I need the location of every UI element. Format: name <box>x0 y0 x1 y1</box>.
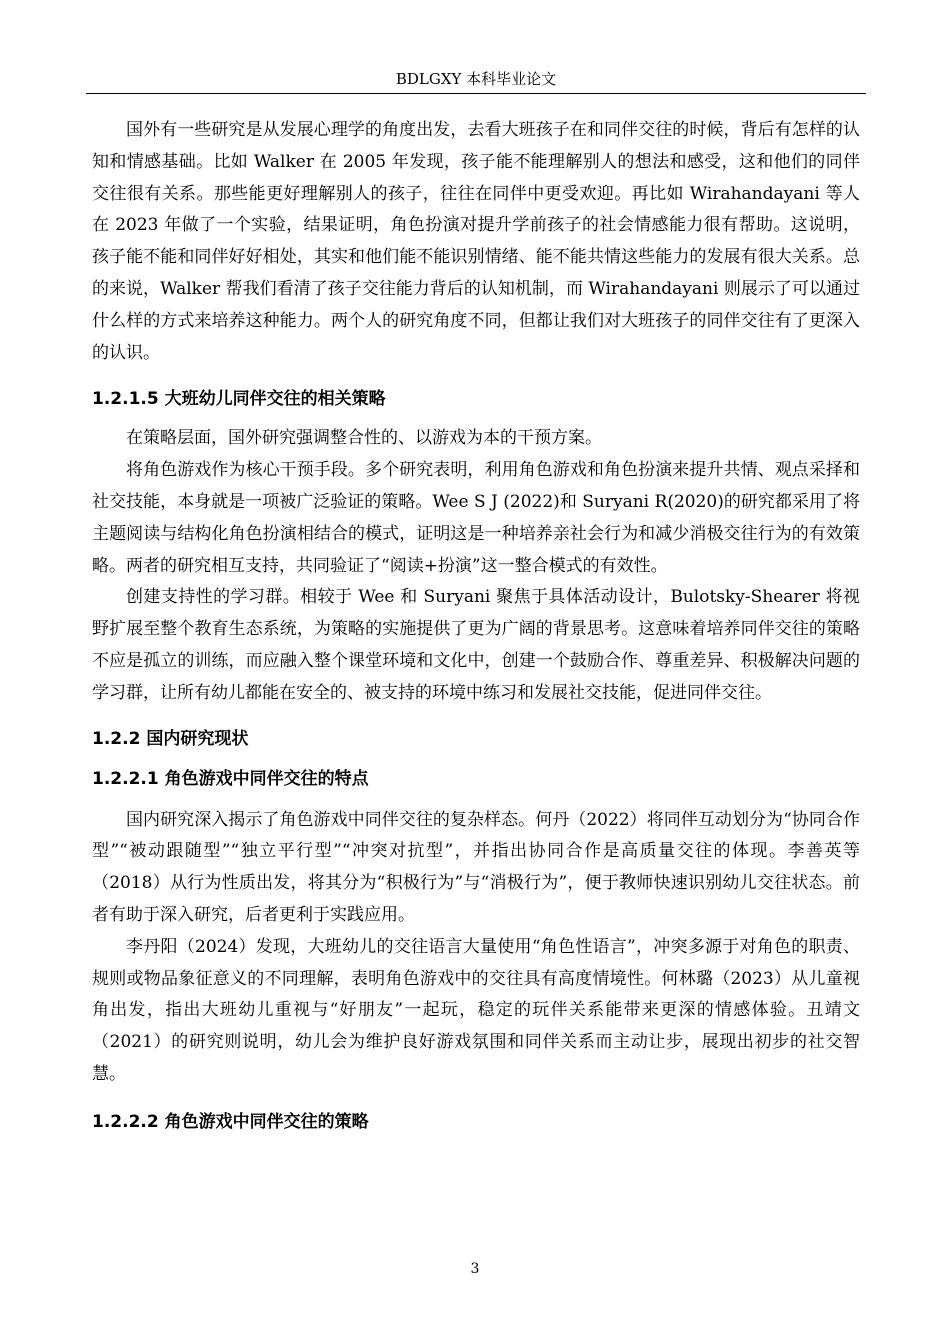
paragraph-foreign-cognitive-basis: 国外有一些研究是从发展心理学的角度出发，去看大班孩子在和同伴交往的时候，背后有怎样的认知和情感基础。比如 Walker 在 2005 年发现，孩子能不能理解别人的想法和感受，这和他们的同伴交往很有关系。那些能更好理解别人的孩子，往往在同伴中更受欢迎。再比如 Wirahandayani 等人在 2023 年做了一个实验，结果证明，角色扮演对提升学前孩子的社会情感能力很有帮助。这说明，孩子能不能和同伴好好相处，其实和他们能不能识别情绪、能不能共情这些能力的发展有很大关系。总的来说，Walker 帮我们看清了孩子交往能力背后的认知机制，而 Wirahandayani 则展示了可以通过什么样的方式来培养这种能力。两个人的研究角度不同，但都让我们对大班孩子的同伴交往有了更深入的认识。 <box>92 120 860 363</box>
paragraph-learning-community: 创建支持性的学习群。相较于 Wee 和 Suryani 聚焦于具体活动设计，Bulotsky-Shearer 将视野扩展至整个教育生态系统，为策略的实施提供了更为广阔的背景思考。这意味着培养同伴交往的策略不应是孤立的训练，而应融入整个课堂环境和文化中，创建一个鼓励合作、尊重差异、积极解决问题的学习群，让所有幼儿都能在安全的、被支持的环境中练习和发展社交技能，促进同伴交往。 <box>92 587 860 703</box>
page-number: 3 <box>470 1261 480 1277</box>
running-header: BDLGXY 本科毕业论文 <box>395 70 557 88</box>
header-divider <box>86 93 866 94</box>
section-heading-strategies: 1.2.1.5 大班幼儿同伴交往的相关策略 <box>92 389 386 410</box>
body-content <box>92 115 860 1138</box>
paragraph-role-play-intervention: 将角色游戏作为核心干预手段。多个研究表明，利用角色游戏和角色扮演来提升共情、观点采择和社交技能，本身就是一项被广泛验证的策略。Wee S J (2022)和 Suryani R(2020)的研究都采用了将主题阅读与结构化角色扮演相结合的模式，证明这是一种培养亲社会行为和减少消极交往行为的有效策略。两者的研究相互支持，共同验证了“阅读+扮演”这一整合模式的有效性。 <box>92 460 860 576</box>
paragraph-strategy-overview: 在策略层面，国外研究强调整合性的、以游戏为本的干预方案。 <box>126 428 602 449</box>
paragraph-interaction-types: 国内研究深入揭示了角色游戏中同伴交往的复杂样态。何丹（2022）将同伴互动划分为“协同合作型”“被动跟随型”“独立平行型”“冲突对抗型”，并指出协同合作是高质量交往的体现。李善英等（2018）从行为性质出发，将其分为“积极行为”与“消极行为”，便于教师快速识别幼儿交往状态。前者有助于深入研究，后者更利于实践应用。 <box>92 809 860 925</box>
section-heading-peer-interaction-strategies: 1.2.2.2 角色游戏中同伴交往的策略 <box>92 1111 369 1132</box>
section-heading-peer-interaction-features: 1.2.2.1 角色游戏中同伴交往的特点 <box>92 768 369 789</box>
paragraph-role-language: 李丹阳（2024）发现，大班幼儿的交往语言大量使用“角色性语言”，冲突多源于对角色的职责、规则或物品象征意义的不同理解，表明角色游戏中的交往具有高度情境性。何林璐（2023）从儿童视角出发，指出大班幼儿重视与“好朋友”一起玩，稳定的玩伴关系能带来更深的情感体验。丑靖文（2021）的研究则说明，幼儿会为维护良好游戏氛围和同伴关系而主动让步，展现出初步的社交智慧。 <box>92 936 860 1084</box>
section-heading-domestic-research: 1.2.2 国内研究现状 <box>92 728 249 749</box>
